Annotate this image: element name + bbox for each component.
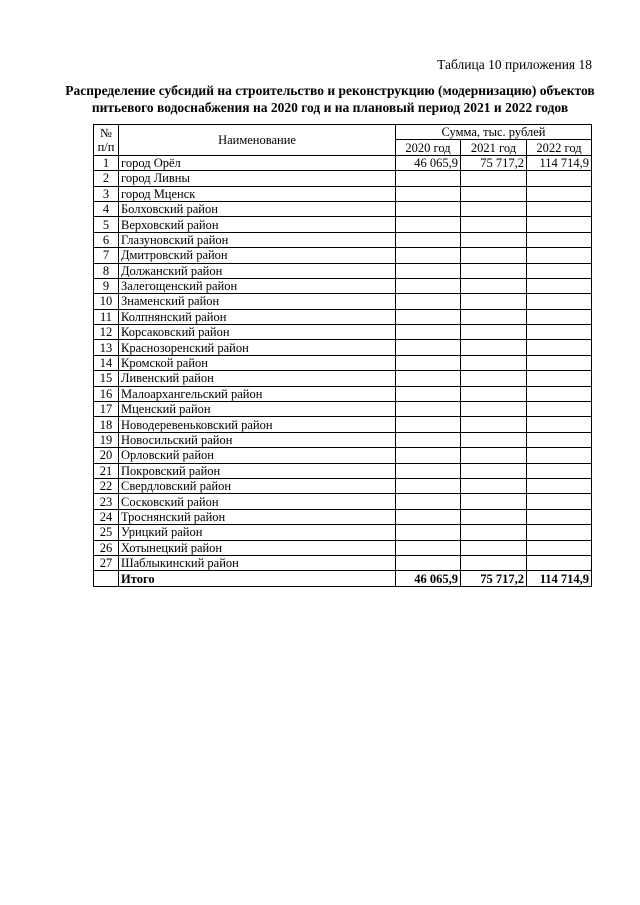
row-2022-cell [527, 217, 592, 232]
table-row [94, 371, 592, 386]
row-number-cell: 20 [94, 448, 119, 463]
table-row [94, 540, 592, 555]
row-2022-cell [527, 386, 592, 401]
row-2020-cell [396, 232, 461, 247]
row-name-cell: Шаблыкинский район [119, 555, 396, 570]
table-row [94, 386, 592, 401]
column-header-2022: 2022 год [527, 140, 592, 155]
row-number-cell: 6 [94, 232, 119, 247]
row-2021-cell [461, 201, 527, 216]
row-2020-cell [396, 171, 461, 186]
row-2022-cell [527, 555, 592, 570]
row-2022-cell [527, 294, 592, 309]
row-name-cell: Троснянский район [119, 509, 396, 524]
row-2021-cell [461, 463, 527, 478]
row-2021-cell [461, 417, 527, 432]
table-row [94, 432, 592, 447]
total-number-cell [94, 571, 119, 586]
row-2020-cell [396, 248, 461, 263]
row-2022-cell: 114 714,9 [527, 155, 592, 170]
row-2020-cell [396, 448, 461, 463]
row-number-cell: 27 [94, 555, 119, 570]
column-header-sum: Сумма, тыс. рублей [396, 125, 592, 140]
row-2021-cell [461, 478, 527, 493]
row-2020-cell [396, 371, 461, 386]
table-row [94, 402, 592, 417]
row-2020-cell [396, 432, 461, 447]
title-line-1: Распределение субсидий на строительство и реконструкцию (модернизацию) объектов [65, 83, 595, 98]
row-name-cell: город Орёл [119, 155, 396, 170]
row-2022-cell [527, 355, 592, 370]
row-2021-cell [461, 509, 527, 524]
row-2020-cell [396, 294, 461, 309]
row-number-cell: 7 [94, 248, 119, 263]
row-name-cell: Ливенский район [119, 371, 396, 386]
title-line-2: питьевого водоснабжения на 2020 год и на плановый период 2021 и 2022 годов [91, 100, 569, 115]
table-row [94, 509, 592, 524]
row-name-cell: Новодеревеньковский район [119, 417, 396, 432]
column-header-2020: 2020 год [396, 140, 461, 155]
row-2022-cell [527, 463, 592, 478]
table-row [94, 463, 592, 478]
table-row [94, 248, 592, 263]
row-name-cell: Залегощенский район [119, 278, 396, 293]
row-2020-cell [396, 217, 461, 232]
row-2020-cell: 46 065,9 [396, 155, 461, 170]
row-name-cell: город Ливны [119, 171, 396, 186]
row-2020-cell [396, 402, 461, 417]
row-number-cell: 2 [94, 171, 119, 186]
table-row [94, 186, 592, 201]
row-number-cell: 11 [94, 309, 119, 324]
row-number-cell: 1 [94, 155, 119, 170]
row-2022-cell [527, 248, 592, 263]
row-2021-cell [461, 325, 527, 340]
row-name-cell: Малоархангельский район [119, 386, 396, 401]
column-header-number [94, 125, 119, 156]
row-name-cell: город Мценск [119, 186, 396, 201]
row-2022-cell [527, 494, 592, 509]
row-number-cell: 9 [94, 278, 119, 293]
table-total-row [94, 571, 592, 586]
row-number-cell: 3 [94, 186, 119, 201]
row-2021-cell [461, 432, 527, 447]
row-2021-cell [461, 371, 527, 386]
column-header-2021: 2021 год [461, 140, 527, 155]
column-header-name: Наименование [119, 125, 396, 156]
row-name-cell: Орловский район [119, 448, 396, 463]
row-2022-cell [527, 525, 592, 540]
row-number-cell: 8 [94, 263, 119, 278]
row-number-cell: 19 [94, 432, 119, 447]
row-2022-cell [527, 371, 592, 386]
row-2022-cell [527, 340, 592, 355]
row-number-cell: 4 [94, 201, 119, 216]
row-2021-cell [461, 525, 527, 540]
table-row [94, 155, 592, 170]
row-2020-cell [396, 309, 461, 324]
table-row [94, 263, 592, 278]
row-2021-cell [461, 340, 527, 355]
row-2020-cell [396, 263, 461, 278]
row-2020-cell [396, 478, 461, 493]
row-2021-cell [461, 555, 527, 570]
row-2020-cell [396, 417, 461, 432]
row-2021-cell [461, 232, 527, 247]
row-2021-cell [461, 494, 527, 509]
row-2020-cell [396, 278, 461, 293]
row-2021-cell [461, 278, 527, 293]
table-row [94, 232, 592, 247]
row-number-cell: 14 [94, 355, 119, 370]
row-2020-cell [396, 494, 461, 509]
row-2020-cell [396, 340, 461, 355]
row-name-cell: Хотынецкий район [119, 540, 396, 555]
row-name-cell: Мценский район [119, 402, 396, 417]
row-2022-cell [527, 478, 592, 493]
table-body [94, 155, 592, 586]
row-number-cell: 23 [94, 494, 119, 509]
row-2022-cell [527, 278, 592, 293]
row-2020-cell [396, 509, 461, 524]
row-number-cell: 10 [94, 294, 119, 309]
row-name-cell: Глазуновский район [119, 232, 396, 247]
row-2022-cell [527, 325, 592, 340]
table-row [94, 478, 592, 493]
row-2022-cell [527, 186, 592, 201]
row-number-cell: 13 [94, 340, 119, 355]
row-number-cell: 12 [94, 325, 119, 340]
row-2020-cell [396, 525, 461, 540]
total-2020-cell: 46 065,9 [396, 571, 461, 586]
subsidy-table [93, 124, 592, 587]
column-header-number-line1: № [100, 125, 112, 140]
table-row [94, 309, 592, 324]
table-row [94, 325, 592, 340]
document-title [60, 82, 600, 116]
row-2022-cell [527, 263, 592, 278]
total-2022-cell: 114 714,9 [527, 571, 592, 586]
row-number-cell: 24 [94, 509, 119, 524]
table-row [94, 525, 592, 540]
row-name-cell: Урицкий район [119, 525, 396, 540]
table-row [94, 555, 592, 570]
row-number-cell: 16 [94, 386, 119, 401]
row-2021-cell [461, 402, 527, 417]
table-row [94, 278, 592, 293]
appendix-label: Таблица 10 приложения 18 [437, 57, 592, 72]
row-number-cell: 17 [94, 402, 119, 417]
row-2021-cell [461, 448, 527, 463]
row-name-cell: Верховский район [119, 217, 396, 232]
row-name-cell: Корсаковский район [119, 325, 396, 340]
table-row [94, 217, 592, 232]
row-name-cell: Краснозоренский район [119, 340, 396, 355]
table-row [94, 355, 592, 370]
row-name-cell: Новосильский район [119, 432, 396, 447]
row-number-cell: 26 [94, 540, 119, 555]
row-2022-cell [527, 309, 592, 324]
row-2021-cell [461, 248, 527, 263]
row-number-cell: 25 [94, 525, 119, 540]
row-name-cell: Покровский район [119, 463, 396, 478]
total-label-cell: Итого [119, 571, 396, 586]
row-2020-cell [396, 386, 461, 401]
table-row [94, 417, 592, 432]
row-2022-cell [527, 509, 592, 524]
row-2020-cell [396, 325, 461, 340]
row-2020-cell [396, 186, 461, 201]
table-row [94, 171, 592, 186]
row-2022-cell [527, 432, 592, 447]
row-name-cell: Кромской район [119, 355, 396, 370]
row-2022-cell [527, 232, 592, 247]
row-name-cell: Свердловский район [119, 478, 396, 493]
row-2021-cell [461, 186, 527, 201]
row-name-cell: Сосковский район [119, 494, 396, 509]
row-2020-cell [396, 463, 461, 478]
row-2021-cell [461, 540, 527, 555]
row-2021-cell [461, 355, 527, 370]
total-2021-cell: 75 717,2 [461, 571, 527, 586]
row-2021-cell [461, 171, 527, 186]
row-number-cell: 15 [94, 371, 119, 386]
table-row [94, 448, 592, 463]
table-row [94, 494, 592, 509]
row-2022-cell [527, 171, 592, 186]
row-2021-cell [461, 294, 527, 309]
row-number-cell: 22 [94, 478, 119, 493]
row-2020-cell [396, 355, 461, 370]
row-number-cell: 18 [94, 417, 119, 432]
table-row [94, 340, 592, 355]
row-2021-cell: 75 717,2 [461, 155, 527, 170]
row-2022-cell [527, 540, 592, 555]
row-2022-cell [527, 417, 592, 432]
row-2021-cell [461, 386, 527, 401]
row-2022-cell [527, 448, 592, 463]
row-name-cell: Знаменский район [119, 294, 396, 309]
table-row [94, 294, 592, 309]
row-2022-cell [527, 201, 592, 216]
row-2021-cell [461, 217, 527, 232]
row-2020-cell [396, 201, 461, 216]
row-2022-cell [527, 402, 592, 417]
row-number-cell: 21 [94, 463, 119, 478]
column-header-number-line2: п/п [97, 139, 115, 154]
row-2020-cell [396, 540, 461, 555]
row-2020-cell [396, 555, 461, 570]
row-name-cell: Колпнянский район [119, 309, 396, 324]
row-name-cell: Болховский район [119, 201, 396, 216]
row-2021-cell [461, 263, 527, 278]
row-name-cell: Должанский район [119, 263, 396, 278]
table-row [94, 201, 592, 216]
row-number-cell: 5 [94, 217, 119, 232]
row-2021-cell [461, 309, 527, 324]
row-name-cell: Дмитровский район [119, 248, 396, 263]
table-header-row [94, 125, 592, 140]
